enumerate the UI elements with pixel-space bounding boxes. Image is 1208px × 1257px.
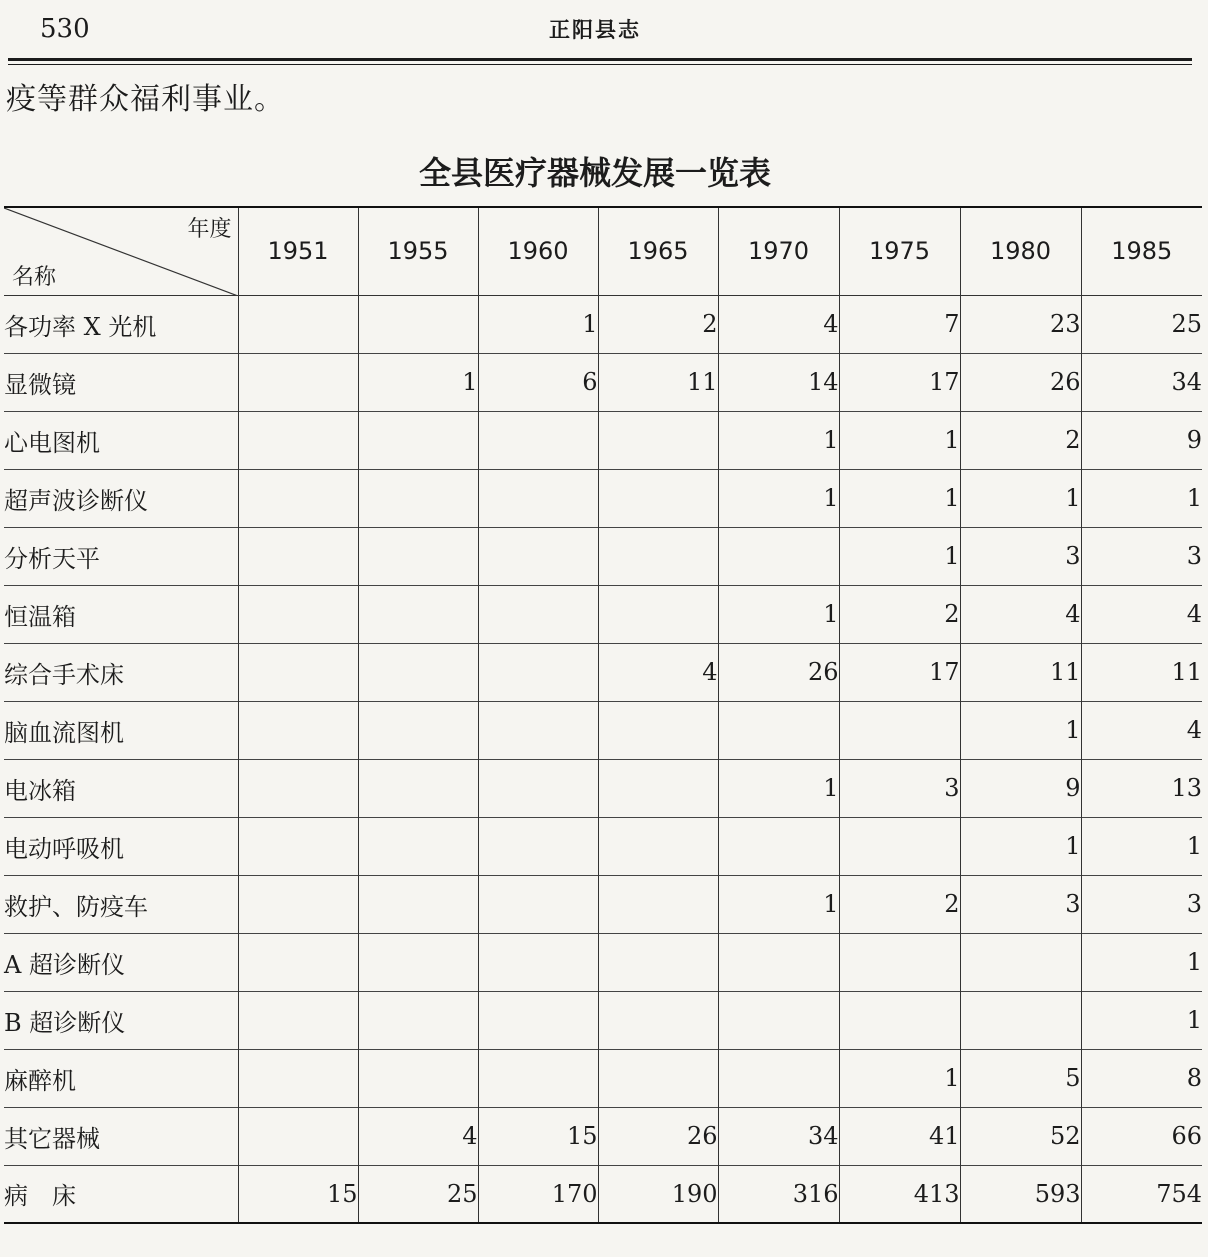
count-cell (598, 759, 718, 817)
equipment-table (4, 206, 1202, 1224)
count-cell: 11 (598, 353, 718, 411)
count-cell: 15 (478, 1107, 598, 1165)
count-cell (478, 701, 598, 759)
equipment-name: 病 床 (4, 1165, 238, 1223)
count-cell (238, 875, 358, 933)
count-cell: 1 (1081, 933, 1202, 991)
count-cell (478, 469, 598, 527)
count-cell (718, 817, 839, 875)
count-cell: 170 (478, 1165, 598, 1223)
count-cell (358, 991, 478, 1049)
count-cell: 1 (718, 585, 839, 643)
count-cell: 7 (839, 295, 960, 353)
table-row (4, 1165, 1202, 1223)
count-cell (598, 527, 718, 585)
count-cell: 11 (960, 643, 1081, 701)
year-header: 1955 (358, 207, 478, 295)
count-cell: 3 (1081, 875, 1202, 933)
equipment-name: 脑血流图机 (4, 701, 238, 759)
count-cell: 593 (960, 1165, 1081, 1223)
year-header: 1951 (238, 207, 358, 295)
header-year-label: 年度 (187, 217, 232, 242)
count-cell (238, 991, 358, 1049)
table-row (4, 469, 1202, 527)
table-row (4, 701, 1202, 759)
count-cell (478, 759, 598, 817)
count-cell (238, 527, 358, 585)
count-cell: 1 (839, 411, 960, 469)
equipment-name: 救护、防疫车 (4, 875, 238, 933)
count-cell (478, 817, 598, 875)
count-cell: 17 (839, 353, 960, 411)
count-cell (238, 933, 358, 991)
count-cell (238, 469, 358, 527)
count-cell (718, 933, 839, 991)
equipment-name: 超声波诊断仪 (4, 469, 238, 527)
table-row (4, 585, 1202, 643)
count-cell: 1 (718, 759, 839, 817)
count-cell: 13 (1081, 759, 1202, 817)
count-cell (478, 875, 598, 933)
count-cell (718, 1049, 839, 1107)
count-cell: 1 (839, 469, 960, 527)
table-row (4, 643, 1202, 701)
count-cell (358, 295, 478, 353)
header-row (4, 207, 1202, 295)
equipment-name: A 超诊断仪 (4, 933, 238, 991)
header-name-label: 名称 (12, 264, 57, 290)
equipment-name: 显微镜 (4, 353, 238, 411)
lead-text: 疫等群众福利事业。 (6, 82, 285, 117)
count-cell (478, 643, 598, 701)
table-row (4, 353, 1202, 411)
table-row (4, 933, 1202, 991)
year-header: 1960 (478, 207, 598, 295)
count-cell (478, 933, 598, 991)
count-cell: 9 (960, 759, 1081, 817)
count-cell (718, 701, 839, 759)
count-cell (358, 411, 478, 469)
table-row (4, 295, 1202, 353)
count-cell: 3 (1081, 527, 1202, 585)
header-rule-thick (8, 58, 1192, 61)
count-cell: 1 (839, 527, 960, 585)
page-number: 530 (40, 14, 90, 44)
count-cell: 2 (960, 411, 1081, 469)
count-cell: 17 (839, 643, 960, 701)
count-cell (358, 527, 478, 585)
header-rule-thin (8, 64, 1192, 65)
count-cell (718, 991, 839, 1049)
running-head: 正阳县志 (549, 17, 641, 42)
count-cell: 34 (1081, 353, 1202, 411)
count-cell (598, 585, 718, 643)
table-row (4, 817, 1202, 875)
count-cell: 754 (1081, 1165, 1202, 1223)
count-cell: 26 (960, 353, 1081, 411)
year-header: 1985 (1081, 207, 1202, 295)
count-cell: 52 (960, 1107, 1081, 1165)
count-cell (478, 1049, 598, 1107)
count-cell (839, 817, 960, 875)
count-cell (358, 643, 478, 701)
count-cell: 26 (718, 643, 839, 701)
count-cell: 1 (960, 469, 1081, 527)
count-cell (598, 875, 718, 933)
table-title: 全县医疗器械发展一览表 (418, 154, 771, 192)
count-cell (358, 701, 478, 759)
count-cell (238, 353, 358, 411)
count-cell (358, 875, 478, 933)
diagonal-header-cell (4, 207, 238, 295)
count-cell (598, 1049, 718, 1107)
equipment-name: 心电图机 (4, 411, 238, 469)
count-cell: 5 (960, 1049, 1081, 1107)
equipment-name: B 超诊断仪 (4, 991, 238, 1049)
count-cell (839, 933, 960, 991)
equipment-name: 各功率 X 光机 (4, 295, 238, 353)
count-cell: 4 (718, 295, 839, 353)
count-cell: 3 (960, 875, 1081, 933)
count-cell (598, 411, 718, 469)
equipment-name: 恒温箱 (4, 585, 238, 643)
count-cell (478, 411, 598, 469)
count-cell: 25 (1081, 295, 1202, 353)
count-cell (238, 643, 358, 701)
count-cell: 4 (960, 585, 1081, 643)
count-cell: 4 (358, 1107, 478, 1165)
count-cell (238, 295, 358, 353)
count-cell (238, 817, 358, 875)
count-cell (238, 701, 358, 759)
count-cell: 1 (718, 875, 839, 933)
count-cell: 1 (718, 411, 839, 469)
count-cell: 15 (238, 1165, 358, 1223)
count-cell: 4 (1081, 701, 1202, 759)
count-cell: 316 (718, 1165, 839, 1223)
count-cell (960, 933, 1081, 991)
table-body (4, 295, 1202, 1223)
count-cell (598, 701, 718, 759)
count-cell: 413 (839, 1165, 960, 1223)
count-cell (478, 527, 598, 585)
count-cell: 1 (1081, 469, 1202, 527)
table-row (4, 1107, 1202, 1165)
count-cell: 3 (960, 527, 1081, 585)
count-cell: 4 (598, 643, 718, 701)
count-cell: 2 (839, 875, 960, 933)
count-cell: 8 (1081, 1049, 1202, 1107)
count-cell: 1 (478, 295, 598, 353)
count-cell (358, 817, 478, 875)
equipment-name: 电动呼吸机 (4, 817, 238, 875)
equipment-name: 其它器械 (4, 1107, 238, 1165)
count-cell (358, 585, 478, 643)
count-cell: 1 (960, 701, 1081, 759)
count-cell: 2 (598, 295, 718, 353)
count-cell (238, 585, 358, 643)
count-cell (478, 585, 598, 643)
year-header: 1980 (960, 207, 1081, 295)
count-cell: 23 (960, 295, 1081, 353)
table-row (4, 759, 1202, 817)
count-cell: 34 (718, 1107, 839, 1165)
count-cell (358, 1049, 478, 1107)
equipment-name: 分析天平 (4, 527, 238, 585)
table-row (4, 875, 1202, 933)
count-cell: 1 (358, 353, 478, 411)
count-cell: 11 (1081, 643, 1202, 701)
count-cell: 1 (839, 1049, 960, 1107)
table-row (4, 991, 1202, 1049)
year-header: 1970 (718, 207, 839, 295)
count-cell (238, 1107, 358, 1165)
count-cell: 190 (598, 1165, 718, 1223)
count-cell (358, 469, 478, 527)
count-cell: 41 (839, 1107, 960, 1165)
count-cell (238, 759, 358, 817)
year-header: 1965 (598, 207, 718, 295)
count-cell: 4 (1081, 585, 1202, 643)
count-cell: 1 (1081, 991, 1202, 1049)
count-cell (960, 991, 1081, 1049)
count-cell: 3 (839, 759, 960, 817)
count-cell: 9 (1081, 411, 1202, 469)
count-cell (358, 933, 478, 991)
count-cell: 2 (839, 585, 960, 643)
count-cell (238, 1049, 358, 1107)
count-cell: 66 (1081, 1107, 1202, 1165)
count-cell (718, 527, 839, 585)
count-cell: 1 (960, 817, 1081, 875)
count-cell (598, 991, 718, 1049)
count-cell (598, 933, 718, 991)
table-row (4, 1049, 1202, 1107)
count-cell (238, 411, 358, 469)
count-cell (839, 701, 960, 759)
count-cell: 1 (718, 469, 839, 527)
equipment-name: 麻醉机 (4, 1049, 238, 1107)
count-cell: 26 (598, 1107, 718, 1165)
table-row (4, 411, 1202, 469)
table-row (4, 527, 1202, 585)
count-cell (358, 759, 478, 817)
count-cell (839, 991, 960, 1049)
count-cell (478, 991, 598, 1049)
equipment-name: 电冰箱 (4, 759, 238, 817)
count-cell: 1 (1081, 817, 1202, 875)
count-cell (598, 469, 718, 527)
count-cell: 6 (478, 353, 598, 411)
year-header: 1975 (839, 207, 960, 295)
equipment-name: 综合手术床 (4, 643, 238, 701)
count-cell: 25 (358, 1165, 478, 1223)
count-cell: 14 (718, 353, 839, 411)
count-cell (598, 817, 718, 875)
